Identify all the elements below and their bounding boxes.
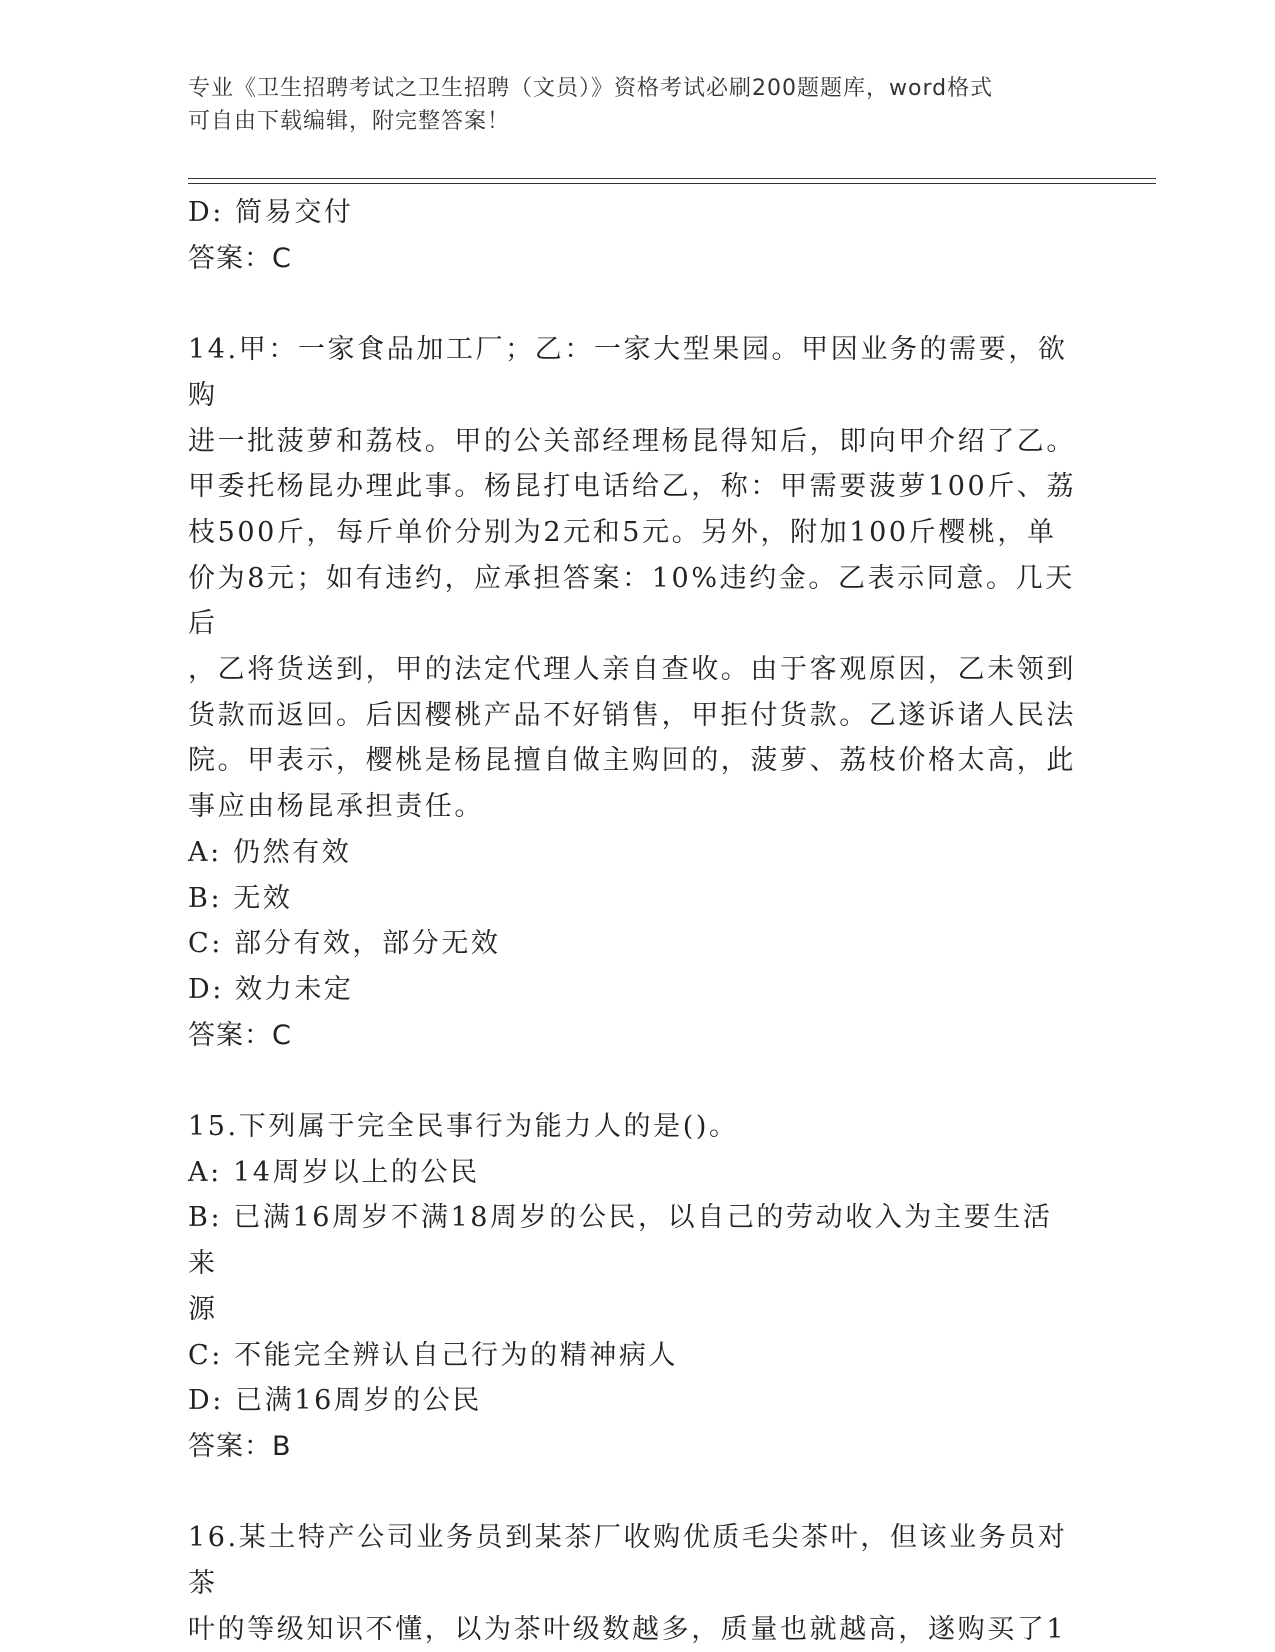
q13-option-d: D: 简易交付 <box>188 197 354 228</box>
q15-option-b-line-2: 源 <box>188 1293 218 1325</box>
q14-answer: 答案：C <box>188 1019 292 1051</box>
question-16 <box>188 1515 1078 1652</box>
q14-stem-line: 甲委托杨昆办理此事。杨昆打电话给乙，称：甲需要菠萝100斤、荔 <box>188 471 1077 503</box>
q14-stem-line: 事应由杨昆承担责任。 <box>188 791 484 823</box>
q14-option-b: B: 无效 <box>188 882 293 914</box>
q14-option-c: C: 部分有效，部分无效 <box>188 928 501 960</box>
q14-stem-line: 院。甲表示，樱桃是杨昆擅自做主购回的，菠萝、荔枝价格太高，此 <box>188 745 1076 777</box>
q14-stem-line: 价为8元；如有违约，应承担答案：10%违约金。乙表示同意。几天后 <box>188 562 1075 640</box>
q14-stem-line: 枝500斤，每斤单价分别为2元和5元。另外，附加100斤樱桃，单 <box>188 516 1057 548</box>
header-line-2: 可自由下载编辑，附完整答案！ <box>188 109 511 134</box>
q14-stem-line: 14.甲：一家食品加工厂；乙：一家大型果园。甲因业务的需要，欲购 <box>188 334 1068 411</box>
page-header <box>188 72 1068 138</box>
q15-option-a: A: 14周岁以上的公民 <box>188 1156 480 1188</box>
document-body <box>188 190 1078 1652</box>
spacer <box>188 281 1078 327</box>
header-rule-bottom <box>188 183 1156 184</box>
spacer <box>188 1058 1078 1104</box>
q15-option-d: D: 已满16周岁的公民 <box>188 1385 482 1417</box>
q16-stem-line: 叶的等级知识不懂，以为茶叶级数越多，质量也就越高，遂购买了1 <box>188 1613 1067 1645</box>
q13-answer: 答案：C <box>188 242 292 274</box>
q15-option-b-line-1: B: 已满16周岁不满18周岁的公民，以自己的劳动收入为主要生活来 <box>188 1202 1053 1280</box>
question-15 <box>188 1104 1078 1470</box>
q14-stem-line: 进一批菠萝和荔枝。甲的公关部经理杨昆得知后，即向甲介绍了乙。 <box>188 425 1076 457</box>
question-13-tail <box>188 190 1078 281</box>
question-14 <box>188 327 1078 1058</box>
q15-answer: 答案：B <box>188 1430 292 1462</box>
header-rule-top <box>188 178 1156 179</box>
q15-stem: 15.下列属于完全民事行为能力人的是()。 <box>188 1111 739 1143</box>
q14-option-a: A: 仍然有效 <box>188 836 352 868</box>
q14-stem-line: 货款而返回。后因樱桃产品不好销售，甲拒付货款。乙遂诉诸人民法 <box>188 699 1076 731</box>
q16-stem-line: 16.某土特产公司业务员到某茶厂收购优质毛尖茶叶，但该业务员对茶 <box>188 1522 1068 1600</box>
header-line-1: 专业《卫生招聘考试之卫生招聘（文员）》资格考试必刷200题题库，word格式 <box>188 76 994 101</box>
q14-option-d: D: 效力未定 <box>188 973 354 1005</box>
q15-option-c: C: 不能完全辨认自己行为的精神病人 <box>188 1339 679 1371</box>
q14-stem-line: ，乙将货送到，甲的法定代理人亲自查收。由于客观原因，乙未领到 <box>188 654 1076 686</box>
spacer <box>188 1470 1078 1516</box>
